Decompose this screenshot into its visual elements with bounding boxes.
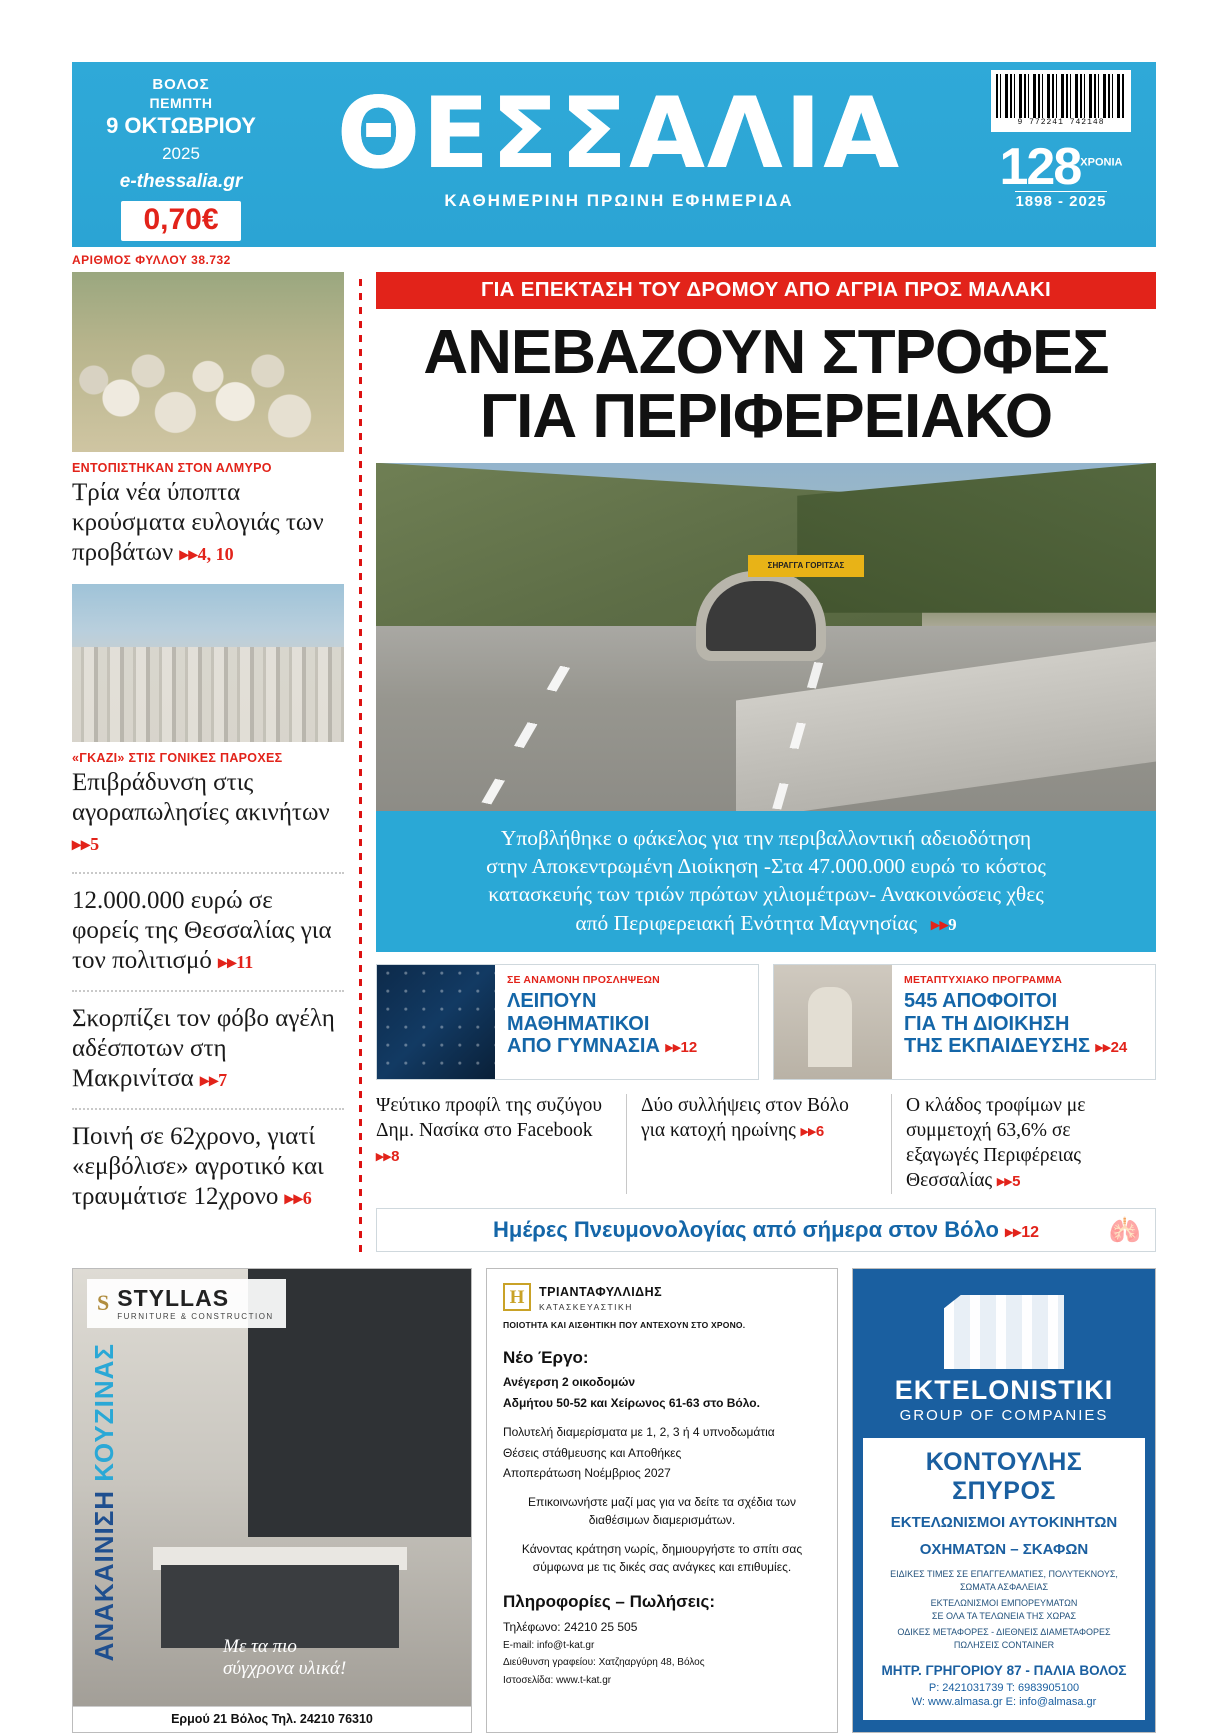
promo-grad-line-1: 545 ΑΠΟΦΟΙΤΟΙ [904,990,1058,1013]
anniversary-label: ΧΡΟΝΙΑ [1080,156,1123,169]
triantafyllidis-office: Διεύθυνση γραφείου: Χατζηαργύρη 48, Βόλος [503,1657,705,1669]
ektelonistiki-phones: P: 2421031739 T: 6983905100 [928,1681,1080,1694]
brief-1-page: ▸▸8 [376,1148,400,1166]
barcode-bars [996,74,1126,118]
ektelonistiki-service-2: ΟΧΗΜΑΤΩΝ – ΣΚΑΦΩΝ [919,1540,1089,1558]
caption-page: ▸▸9 [931,914,957,934]
divider-dotted [72,1108,344,1110]
issue-number: ΑΡΙΘΜΟΣ ΦΥΛΛΟΥ 38.732 [72,253,231,267]
left-item1-text: Τρία νέα ύποπτα κρούσματα ευλογιάς των προβάτων [72,479,324,566]
masthead-date-text: 9 ΟΚΤΩΒΡΙΟΥ [106,113,256,138]
promo-math-text [495,965,707,1079]
styllas-slogan [223,1636,346,1680]
brief-1-text: Ψεύτικο προφίλ της συζύγου Δημ. Νασίκα στο Facebook [376,1095,603,1142]
pulmonology-banner-text: Ημέρες Πνευμονολογίας από σήμερα στον Βόλο ▸▸12 [493,1217,1039,1243]
promo-grad-title [904,990,1127,1057]
promo-grad-line-3: ΤΗΣ ΕΚΠΑΙΔΕΥΣΗΣ ▸▸24 [904,1035,1128,1057]
sheep-flock-photo [72,272,344,452]
promo-grad-text [892,965,1137,1079]
ektelonistiki-small-5: ΠΩΛΗΣΕΙΣ CONTAINER [953,1640,1055,1651]
triantafyllidis-phone: Τηλέφωνο: 24210 25 505 [503,1619,638,1634]
triantafyllidis-line-2: Θέσεις στάθμευσης και Αποθήκες [503,1445,682,1460]
caption-line-1: Υποβλήθηκε ο φάκελος για την περιβαλλοντική αδειοδότηση [500,825,1032,850]
left-item4-page: ▸▸7 [200,1070,228,1090]
left-item1-headline[interactable] [72,478,344,568]
column-divider [352,272,368,1252]
triantafyllidis-line-1: Πολυτελή διαμερίσματα με 1, 2, 3 ή 4 υπνοδωμάτια [503,1425,775,1440]
advert-row [72,1268,1156,1733]
masthead-price: 0,70€ [121,201,241,241]
caption-line-3: κατασκευής των τριών πρώτων χιλιομέτρων- Ανακοινώσεις χθες [488,882,1044,907]
ektelonistiki-address: ΜΗΤΡ. ΓΡΗΓΟΡΙΟΥ 87 - ΠΑΛΙΑ ΒΟΛΟΣ [881,1662,1127,1678]
left-item4-headline[interactable] [72,1004,344,1094]
barcode-number: 9 772241 742148 [1017,118,1105,127]
triantafyllidis-name: ΤΡΙΑΝΤΑΦΥΛΛΙΔΗΣ [539,1285,663,1300]
barcode [991,70,1131,132]
divider-dotted [72,990,344,992]
styllas-vertical-bottom: ΚΟΥΖΙΝΑΣ [89,1343,119,1482]
ektelonistiki-small-2: ΕΚΤΕΛΩΝΙΣΜΟΙ ΕΜΠΟΡΕΥΜΑΤΩΝ [930,1597,1078,1608]
masthead-center [272,62,966,247]
volos-cityscape-photo [72,584,344,742]
content-grid [72,272,1156,1252]
building-icon [944,1295,1064,1369]
triantafyllidis-title: Νέο Έργο: [503,1347,589,1367]
brief-item-1[interactable] [376,1094,626,1194]
brief-item-2[interactable] [626,1094,891,1194]
promo-math-page: ▸▸12 [665,1039,698,1056]
road-sign: ΣΗΡΑΓΓΑ ΓΟΡΙΤΣΑΣ [748,555,864,577]
brief-3-page: ▸▸5 [997,1173,1021,1191]
headline-line-1: ΑΝΕΒΑΖΟΥΝ ΣΤΡΟΦΕΣ [423,318,1109,387]
left-item4-text: Σκορπίζει τον φόβο αγέλη αδέσποτων στη Μακρινίτσα [72,1005,335,1092]
masthead-right [966,62,1156,247]
left-item3-text: 12.000.000 ευρώ σε φορείς της Θεσσαλίας για τον πολιτισμό [72,887,332,974]
brief-2-page: ▸▸6 [800,1123,825,1141]
ektelonistiki-small-4: ΟΔΙΚΕΣ ΜΕΤΑΦΟΡΕΣ - ΔΙΕΘΝΕΙΣ ΔΙΑΜΕΤΑΦΟΡΕΣ [897,1626,1111,1637]
ad-triantafyllidis[interactable] [486,1268,838,1733]
triantafyllidis-line-4: Επικοινωνήστε μαζί μας για να δείτε τα σχέδια των διαθέσιμων διαμερισμάτων. [528,1495,796,1527]
masthead [72,62,1156,247]
newspaper-title: ΘΕΣΣΑΛΙΑ [336,77,902,191]
caption-line-2: στην Αποκεντρωμένη Διοίκηση -Στα 47.000.000 ευρώ το κόστος [486,854,1046,879]
left-item2-kicker: «ΓΚΑΖΙ» ΣΤΙΣ ΓΟΝΙΚΕΣ ΠΑΡΟΧΕΣ [72,751,283,765]
triantafyllidis-line-5: Κάνοντας κράτηση νωρίς, δημιουργήστε το σπίτι σας σύμφωνα με τις δικές σας ανάγκες και επιθυμίες. [521,1542,803,1574]
pulmonology-banner[interactable] [376,1208,1156,1252]
pulmonology-banner-page: ▸▸12 [1005,1224,1039,1242]
left-item2-text: Επιβράδυνση στις αγοραπωλησίες ακινήτων [72,769,330,826]
ad-ektelonistiki[interactable] [852,1268,1156,1733]
promo-math-line-1: ΛΕΙΠΟΥΝ [507,990,597,1013]
triantafyllidis-line-3: Αποπεράτωση Νοέμβριος 2027 [503,1465,671,1480]
triantafyllidis-subtitle: Ανέγερση 2 οικοδομών [503,1375,636,1390]
divider-dotted [72,872,344,874]
triantafyllidis-sub: ΚΑΤΑΣΚΕΥΑΣΤΙΚΗ [539,1302,633,1313]
styllas-logo-name: STYLLAS [117,1285,230,1312]
main-red-kicker: ΓΙΑ ΕΠΕΚΤΑΣΗ ΤΟΥ ΔΡΟΜΟΥ ΑΠΟ ΑΓΡΙΑ ΠΡΟΣ ΜΑΛΑΚΙ [376,272,1156,309]
ektelonistiki-name: EKTELONISTIKI [894,1375,1114,1406]
masthead-date [90,113,272,165]
promo-math-title [507,990,697,1057]
teacher-math-photo [377,965,495,1079]
promo-card-math[interactable] [376,964,759,1080]
triantafyllidis-logo [503,1283,821,1313]
anniversary-number-text: 128 [999,138,1081,196]
hero-caption [376,811,1156,953]
styllas-logo-sub: FURNITURE & CONSTRUCTION [117,1312,274,1322]
promo-math-line-3: ΑΠΟ ΓΥΜΝΑΣΙΑ ▸▸12 [507,1035,698,1057]
graduation-ceremony-photo [774,965,892,1079]
ektelonistiki-service-1: ΕΚΤΕΛΩΝΙΣΜΟΙ ΑΥΤΟΚΙΝΗΤΩΝ [890,1514,1118,1532]
peripheral-road-photo [376,463,1156,811]
triantafyllidis-contact-title: Πληροφορίες – Πωλήσεις: [503,1591,716,1611]
left-item2-page: ▸▸5 [72,834,100,854]
headline-line-2: ΓΙΑ ΠΕΡΙΦΕΡΕΙΑΚΟ [479,381,1053,451]
left-item5-text: Ποινή σε 62χρονο, γιατί «εμβόλισε» αγροτικό και τραυμάτισε 12χρονο [72,1123,324,1210]
ektelonistiki-web[interactable]: W: www.almasa.gr E: info@almasa.gr [911,1695,1097,1708]
promo-grad-line-2: ΓΙΑ ΤΗ ΔΙΟΙΚΗΣΗ [904,1012,1070,1035]
brief-item-3[interactable] [891,1094,1156,1194]
ektelonistiki-small-3: ΣΕ ΟΛΑ ΤΑ ΤΕΛΩΝΕΙΑ ΤΗΣ ΧΩΡΑΣ [931,1611,1077,1622]
left-column [72,272,344,1252]
left-item1-kicker: ΕΝΤΟΠΙΣΤΗΚΑΝ ΣΤΟΝ ΑΛΜΥΡΟ [72,461,272,475]
left-item2-headline[interactable] [72,768,344,858]
triantafyllidis-website[interactable]: Ιστοσελίδα: www.t-kat.gr [503,1674,612,1686]
triantafyllidis-address: Αδμήτου 50-52 και Χείρωνος 61-63 στο Βόλο. [503,1395,760,1410]
styllas-footer: Ερμού 21 Βόλος Τηλ. 24210 76310 [73,1706,471,1732]
brief-3-text: Ο κλάδος τροφίμων με συμμετοχή 63,6% σε εξαγωγές Περιφέρειας Θεσσαλίας [906,1095,1086,1192]
hillside-shape-right [797,463,1156,613]
ektelonistiki-small-1: ΕΙΔΙΚΕΣ ΤΙΜΕΣ ΣΕ ΕΠΑΓΓΕΛΜΑΤΙΕΣ, ΠΟΛΥΤΕΚΝΟΥΣ, ΣΩΜΑΤΑ ΑΣΦΑΛΕΙΑΣ [890,1568,1118,1593]
masthead-city: ΒΟΛΟΣ [152,76,210,93]
ektelonistiki-group: GROUP OF COMPANIES [899,1407,1109,1425]
left-item1-page: ▸▸4, 10 [179,544,234,564]
triantafyllidis-email[interactable]: E-mail: info@t-kat.gr [503,1639,595,1651]
anniversary-number [966,138,1156,196]
styllas-slogan-line-2: σύγχρονα υλικά! [223,1657,347,1679]
anniversary-badge [966,138,1156,211]
lungs-icon: 🫁 [1108,1215,1141,1246]
ad-styllas[interactable] [72,1268,472,1733]
anniversary-years: 1898 - 2025 [1015,192,1107,210]
promo-row [376,964,1156,1080]
left-item3-page: ▸▸11 [218,952,254,972]
ektelonistiki-person: ΚΟΝΤΟΥΛΗΣ ΣΠΥΡΟΣ [925,1448,1083,1506]
styllas-logo-mark: S [97,1290,110,1316]
triantafyllidis-logo-letter: Η [503,1283,531,1311]
promo-card-graduates[interactable] [773,964,1156,1080]
left-item5-headline[interactable] [72,1122,344,1212]
brief-2-text: Δύο συλλήψεις στον Βόλο για κατοχή ηρωίνης [641,1095,849,1142]
caption-line-4: από Περιφερειακή Ενότητα Μαγνησίας ▸▸9 [575,910,957,935]
masthead-year: 2025 [162,144,200,163]
styllas-logo [87,1279,286,1328]
promo-math-line-2: ΜΑΘΗΜΑΤΙΚΟΙ [507,1012,650,1035]
masthead-weekday: ΠΕΜΠΤΗ [149,95,213,111]
page-title [376,318,1156,451]
triantafyllidis-tagline: ΠΟΙΟΤΗΤΑ ΚΑΙ ΑΙΣΘΗΤΙΚΗ ΠΟΥ ΑΝΤΕΧΟΥΝ ΣΤΟ ΧΡΟΝΟ. [503,1320,746,1331]
styllas-slogan-line-1: Με τα πιο [223,1635,297,1657]
newspaper-front-page [0,62,1228,1726]
masthead-website[interactable]: e-thessalia.gr [119,171,243,192]
main-column [376,272,1156,1252]
brief-row [376,1094,1156,1194]
left-item5-page: ▸▸6 [284,1188,312,1208]
promo-grad-kicker: ΜΕΤΑΠΤΥΧΙΑΚΟ ΠΡΟΓΡΑΜΜΑ [904,974,1063,987]
masthead-left [72,62,272,247]
left-item3-headline[interactable] [72,886,344,976]
newspaper-subtitle: ΚΑΘΗΜΕΡΙΝΗ ΠΡΩΙΝΗ ΕΦΗΜΕΡΙΔΑ [444,191,794,211]
styllas-vertical-text [89,1343,120,1661]
promo-math-kicker: ΣΕ ΑΝΑΜΟΝΗ ΠΡΟΣΛΗΨΕΩΝ [507,974,660,987]
promo-grad-page: ▸▸24 [1095,1039,1128,1056]
styllas-vertical-top: ΑΝΑΚΑΙΝΙΣΗ [89,1490,119,1662]
ektelonistiki-details [863,1438,1145,1720]
